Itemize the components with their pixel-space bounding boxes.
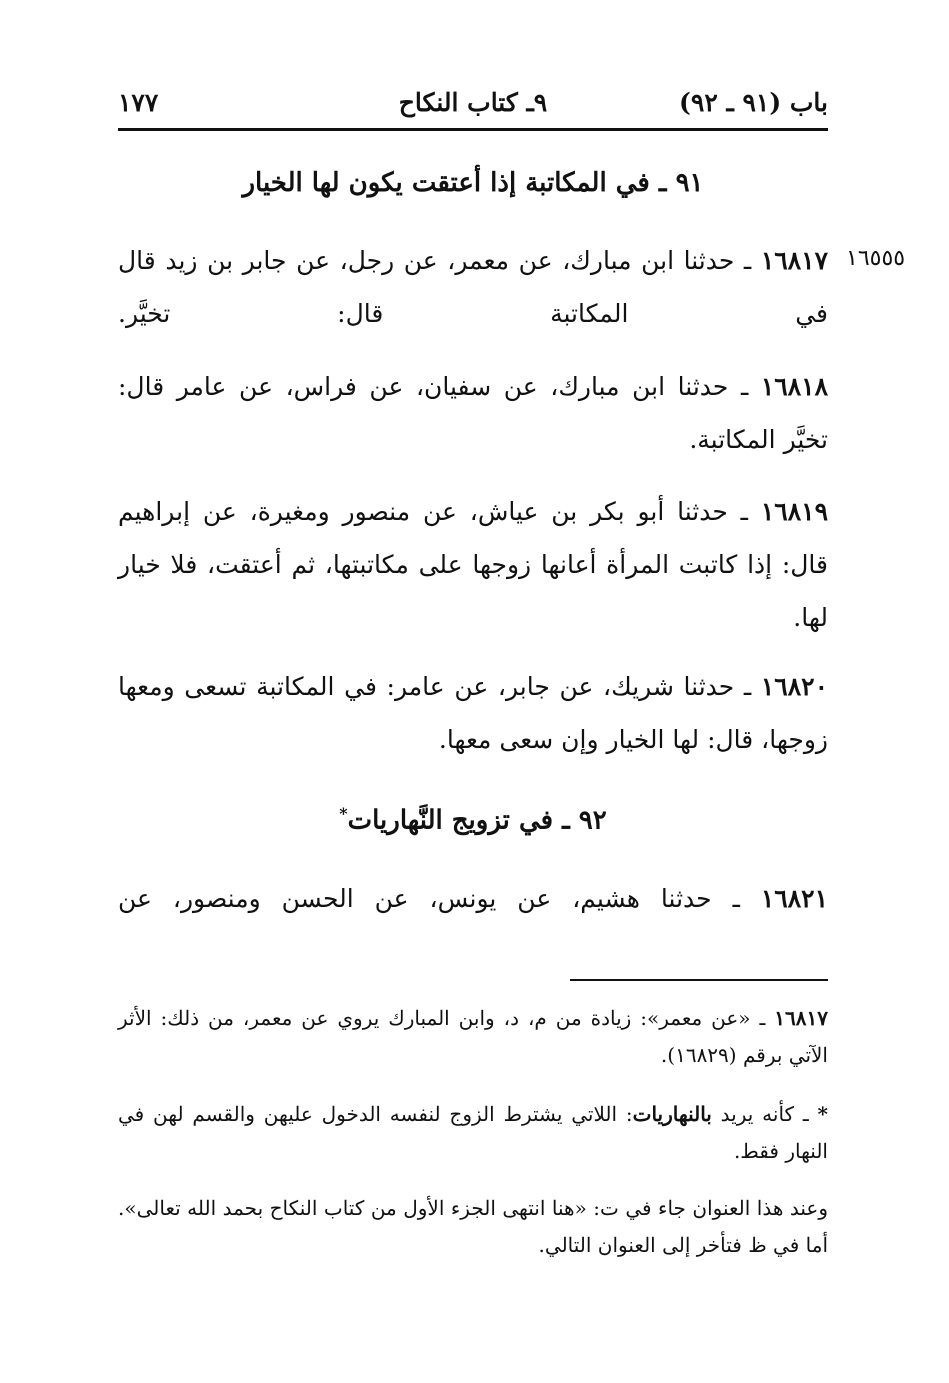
hadith-number: ١٦٨٢١ xyxy=(760,884,828,913)
footnote-note xyxy=(118,1190,828,1264)
footnote-star xyxy=(118,1096,828,1170)
footnote-text-pre: ـ كأنه يريد xyxy=(711,1102,818,1126)
hadith-16818 xyxy=(118,360,828,466)
hadith-number: ١٦٨١٩ xyxy=(760,497,828,526)
footnote-text: ـ «عن معمر»: زيادة من م، د، وابن المبارك يروي عن معمر، من ذلك: الأثر الآتي برقم (١٦٨٢٩). xyxy=(118,1006,828,1067)
hadith-number: ١٦٨١٨ xyxy=(760,372,828,401)
hadith-16821 xyxy=(118,872,828,925)
running-header xyxy=(118,84,828,124)
hadith-text: ـ حدثنا ابن مبارك، عن سفيان، عن فراس، عن عامر قال: تخيَّر المكاتبة. xyxy=(118,372,828,454)
section-title-92 xyxy=(118,804,828,836)
footnote-marker: * xyxy=(339,804,348,823)
margin-reference-number: ١٦٥٥٥ xyxy=(846,246,906,271)
footnote-separator xyxy=(570,979,828,981)
page-number: ١٧٧ xyxy=(118,88,159,117)
hadith-number: ١٦٨١٧ xyxy=(760,246,828,275)
hadith-16820 xyxy=(118,660,828,766)
section-title-91 xyxy=(118,168,828,198)
footnote-number: ١٦٨١٧ xyxy=(774,1006,828,1030)
section-title-92-text: ٩٢ ـ في تزويج النَّهاريات xyxy=(347,805,607,836)
hadith-number: ١٦٨٢٠ xyxy=(760,672,828,701)
hadith-text: ـ حدثنا أبو بكر بن عياش، عن منصور ومغيرة، عن إبراهيم قال: إذا كاتبت المرأة أعانها زوجها على مكاتبتها، ثم أعتقت، فلا خيار لها. xyxy=(118,497,828,632)
footnote-text: وعند هذا العنوان جاء في ت: «هنا انتهى الجزء الأول من كتاب النكاح بحمد الله تعالى». أما في ظ فتأخر إلى العنوان التالي. xyxy=(118,1196,828,1257)
hadith-text: ـ حدثنا هشيم، عن يونس، عن الحسن ومنصور، عن xyxy=(118,884,761,913)
section-title-91-text: ٩١ ـ في المكاتبة إذا أعتقت يكون لها الخيار xyxy=(242,168,704,198)
hadith-text: ـ حدثنا ابن مبارك، عن معمر، عن رجل، عن جابر بن زيد قال في المكاتبة قال: تخيَّر. xyxy=(118,246,828,328)
hadith-16819 xyxy=(118,485,828,644)
header-book-title: ٩ـ كتاب النكاح xyxy=(398,88,548,117)
footnote-text: : اللاتي يشترط الزوج لنفسه الدخول عليهن والقسم لهن في النهار فقط. xyxy=(118,1102,828,1163)
header-chapter-range: باب (٩١ ـ ٩٢) xyxy=(679,88,828,117)
hadith-16817 xyxy=(118,234,828,340)
footnote-keyword: بالنهاريات xyxy=(632,1102,712,1126)
footnote-marker: * xyxy=(817,1102,829,1126)
header-rule xyxy=(118,128,828,131)
hadith-text: ـ حدثنا شريك، عن جابر، عن عامر: في المكاتبة تسعى ومعها زوجها، قال: لها الخيار وإن سعى معها. xyxy=(118,672,828,754)
footnote-16817 xyxy=(118,1000,828,1074)
